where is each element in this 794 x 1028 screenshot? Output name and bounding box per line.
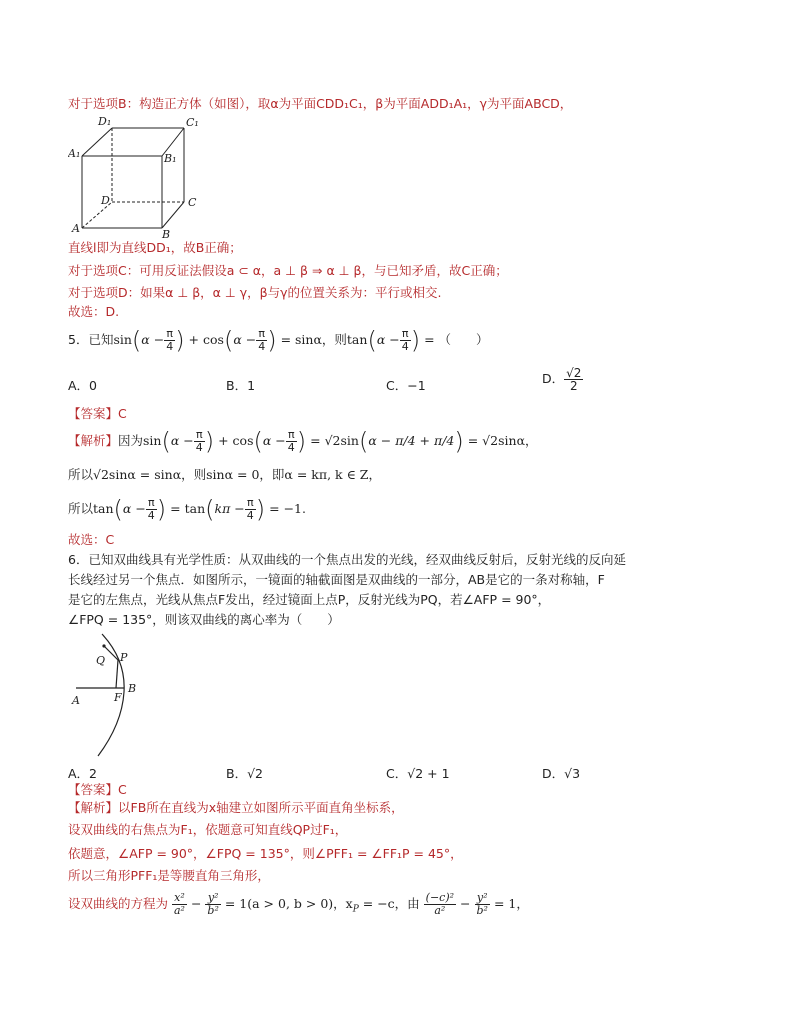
- q5-solution-line1: 【解析】因为sin(α − $\frac{\pi}{4}$ ) + cos(α − $\frac{\pi}{4}$ ) = √2sin(α − π/4 + π/4) = √2sinα，: [68, 427, 538, 456]
- q5-sol3-a: 所以tan: [68, 501, 114, 516]
- q6-frac-y2-1: y²: [205, 892, 220, 905]
- cube-label-d: D: [101, 194, 110, 207]
- q6-frac-mc2: (−c)²: [425, 891, 455, 904]
- q5-sol1-pi-2: π: [286, 429, 297, 442]
- q5-sol3-four-2: 4: [246, 509, 254, 522]
- cube-label-b1: B₁: [164, 152, 177, 165]
- q6-stem-line1: 6．已知双曲线具有光学性质：从双曲线的一个焦点出发的光线，经双曲线反射后，反射光线的反向延: [68, 552, 626, 567]
- q5-sol3-pi-1: π: [146, 497, 157, 510]
- q6-sol5-a: 设双曲线的方程为: [68, 896, 169, 911]
- q6-stem-line2: 长线经过另一个焦点．如图所示，一镜面的轴截面图是双曲线的一部分，AB是它的一条对称轴，F: [68, 572, 605, 587]
- cube-label-b: B: [162, 228, 171, 240]
- q6-sub-p: P: [352, 904, 359, 915]
- q5-sol3-four-1: 4: [147, 509, 155, 522]
- q5-sol3-alpha: α −: [122, 501, 146, 516]
- q6-sol5-d: = 1，: [493, 896, 529, 911]
- q5-answer: 【答案】C: [68, 406, 127, 421]
- q6-stem-line4: ∠FPQ = 135°，则该双曲线的离心率为（ ）: [68, 612, 340, 627]
- q6-option-b: B．√2: [226, 766, 263, 781]
- q6-solution-line4: 所以三角形PFF₁是等腰直角三角形，: [68, 868, 270, 883]
- q5-sol1-a: 因为sin: [118, 433, 162, 448]
- hyperbola-figure: [68, 632, 178, 760]
- q6-sol1-text: 以FB所在直线为x轴建立如图所示平面直角坐标系，: [118, 800, 404, 815]
- q5-sin: sin: [113, 332, 132, 347]
- q5-alpha-minus-2: α −: [233, 332, 257, 347]
- q5-option-d-den: 2: [569, 379, 578, 393]
- q5-sol1-pi-1: π: [194, 429, 205, 442]
- q5-sol1-alpha-2: α −: [262, 433, 286, 448]
- cube-label-c: C: [188, 196, 197, 209]
- q5-solution-line3: 所以tan(α − $\frac{\pi}{4}$ ) = tan(kπ − $\frac{\pi}{4}$ ) = −1.: [68, 495, 306, 524]
- q6-solution-head: 【解析】: [68, 800, 119, 815]
- q5-sol1-b: + cos: [218, 433, 254, 448]
- q6-option-a: A．2: [68, 766, 98, 781]
- q5-solution-line2: 所以√2sinα = sinα，则sinα = 0，即α = kπ, k ∈ Z，: [68, 467, 381, 482]
- q6-minus-2: −: [460, 896, 471, 911]
- q6-stem-line3: 是它的左焦点，光线从焦点F发出，经过镜面上点P，反射光线为PQ，若∠AFP = 90°，: [68, 592, 551, 607]
- q5-sol1-alpha-1: α −: [170, 433, 194, 448]
- q6-frac-a2: a²: [174, 904, 185, 917]
- cube-figure: [68, 112, 218, 240]
- q6-solution-line2: 设双曲线的右焦点为F₁，依题意可知直线QP过F₁，: [68, 822, 348, 837]
- q5-plus-cos: + cos: [188, 332, 224, 347]
- q5-sol1-four-1: 4: [195, 441, 203, 454]
- q5-sol3-c: = −1.: [269, 501, 306, 516]
- q5-alpha-minus-1: α −: [141, 332, 165, 347]
- q5-stem-end: = （ ）: [424, 332, 489, 347]
- cube-label-a1: A₁: [68, 147, 81, 160]
- q6-sol5-c: = −c，由: [362, 896, 420, 911]
- q5-sol3-inner: kπ −: [214, 501, 245, 516]
- q5-final-answer: 故选：C: [68, 532, 115, 547]
- option-b-conclusion: 直线l即为直线DD₁，故B正确；: [68, 240, 242, 255]
- option-b-text: 对于选项B：构造正方体（如图），取α为平面CDD₁C₁，β为平面ADD₁A₁，γ为平面ABCD，: [68, 96, 573, 111]
- q5-four-3: 4: [401, 340, 409, 353]
- q5-option-a: A．0: [68, 378, 98, 393]
- q6-solution-line5: [68, 888, 529, 926]
- q5-sol3-b: = tan: [170, 501, 206, 516]
- q5-prefix: 5．已知: [68, 332, 114, 347]
- q5-eq-tan: = sinα，则tan: [280, 332, 368, 347]
- q5-sol1-d: = √2sinα，: [467, 433, 538, 448]
- fig-label-q: Q: [96, 654, 106, 667]
- q5-alpha-minus-3: α −: [376, 332, 400, 347]
- q5-solution-head: 【解析】: [68, 433, 119, 448]
- answer-q4: 故选：D.: [68, 304, 120, 319]
- cube-label-a: A: [72, 222, 80, 235]
- q6-answer: 【答案】C: [68, 782, 127, 797]
- q6-frac-a2-2: a²: [434, 904, 446, 917]
- q5-sol3-pi-2: π: [245, 497, 256, 510]
- q5-option-d-num: √2: [566, 366, 582, 380]
- q5-four-1: 4: [166, 340, 174, 353]
- q6-sol5-b: = 1(a > 0, b > 0)，x: [224, 896, 353, 911]
- q5-option-d-label: D．: [542, 371, 565, 386]
- q6-minus-1: −: [190, 896, 202, 911]
- q6-solution-line1: [68, 799, 404, 817]
- q5-sol1-inner: α − π/4 + π/4: [368, 433, 455, 448]
- fig-label-p: P: [120, 651, 128, 664]
- q6-frac-y2-2: y²: [475, 892, 490, 905]
- q6-option-d: D．√3: [542, 766, 581, 781]
- q6-frac-b2-2: b²: [476, 904, 488, 917]
- q6-frac-x2: x²: [172, 892, 187, 905]
- q6-frac-b2-1: b²: [207, 904, 219, 917]
- cube-label-c1: C₁: [186, 116, 199, 129]
- q6-option-c: C．√2 + 1: [386, 766, 450, 781]
- q5-sol1-c: = √2sin: [310, 433, 359, 448]
- q5-option-b: B．1: [226, 378, 256, 393]
- fig-label-b: B: [128, 682, 137, 695]
- fig-label-f: F: [114, 691, 122, 704]
- question-5-stem: 5．已知sin(α − $\frac{\pi}{4}$ ) + cos(α − $\frac{\pi}{4}$ ) = sinα，则tan(α − $\frac{\pi}{4}$ ) = （ ）: [68, 326, 489, 355]
- option-c-text: 对于选项C：可用反证法假设a ⊂ α，a ⊥ β ⇒ α ⊥ β，与已知矛盾，故C正确；: [68, 263, 508, 278]
- q5-option-c: C．−1: [386, 378, 426, 393]
- q5-option-d: [542, 367, 583, 392]
- q5-pi-1: π: [164, 328, 175, 341]
- q6-solution-line3: 依题意，∠AFP = 90°，∠FPQ = 135°，则∠PFF₁ = ∠FF₁P = 45°，: [68, 846, 463, 861]
- option-d-text: 对于选项D：如果α ⊥ β，α ⊥ γ，β与γ的位置关系为：平行或相交.: [68, 285, 442, 300]
- q5-sol1-four-2: 4: [287, 441, 295, 454]
- q5-four-2: 4: [258, 340, 266, 353]
- fig-label-a: A: [72, 694, 80, 707]
- q5-pi-3: π: [400, 328, 411, 341]
- q5-pi-2: π: [256, 328, 267, 341]
- cube-label-d1: D₁: [98, 115, 112, 128]
